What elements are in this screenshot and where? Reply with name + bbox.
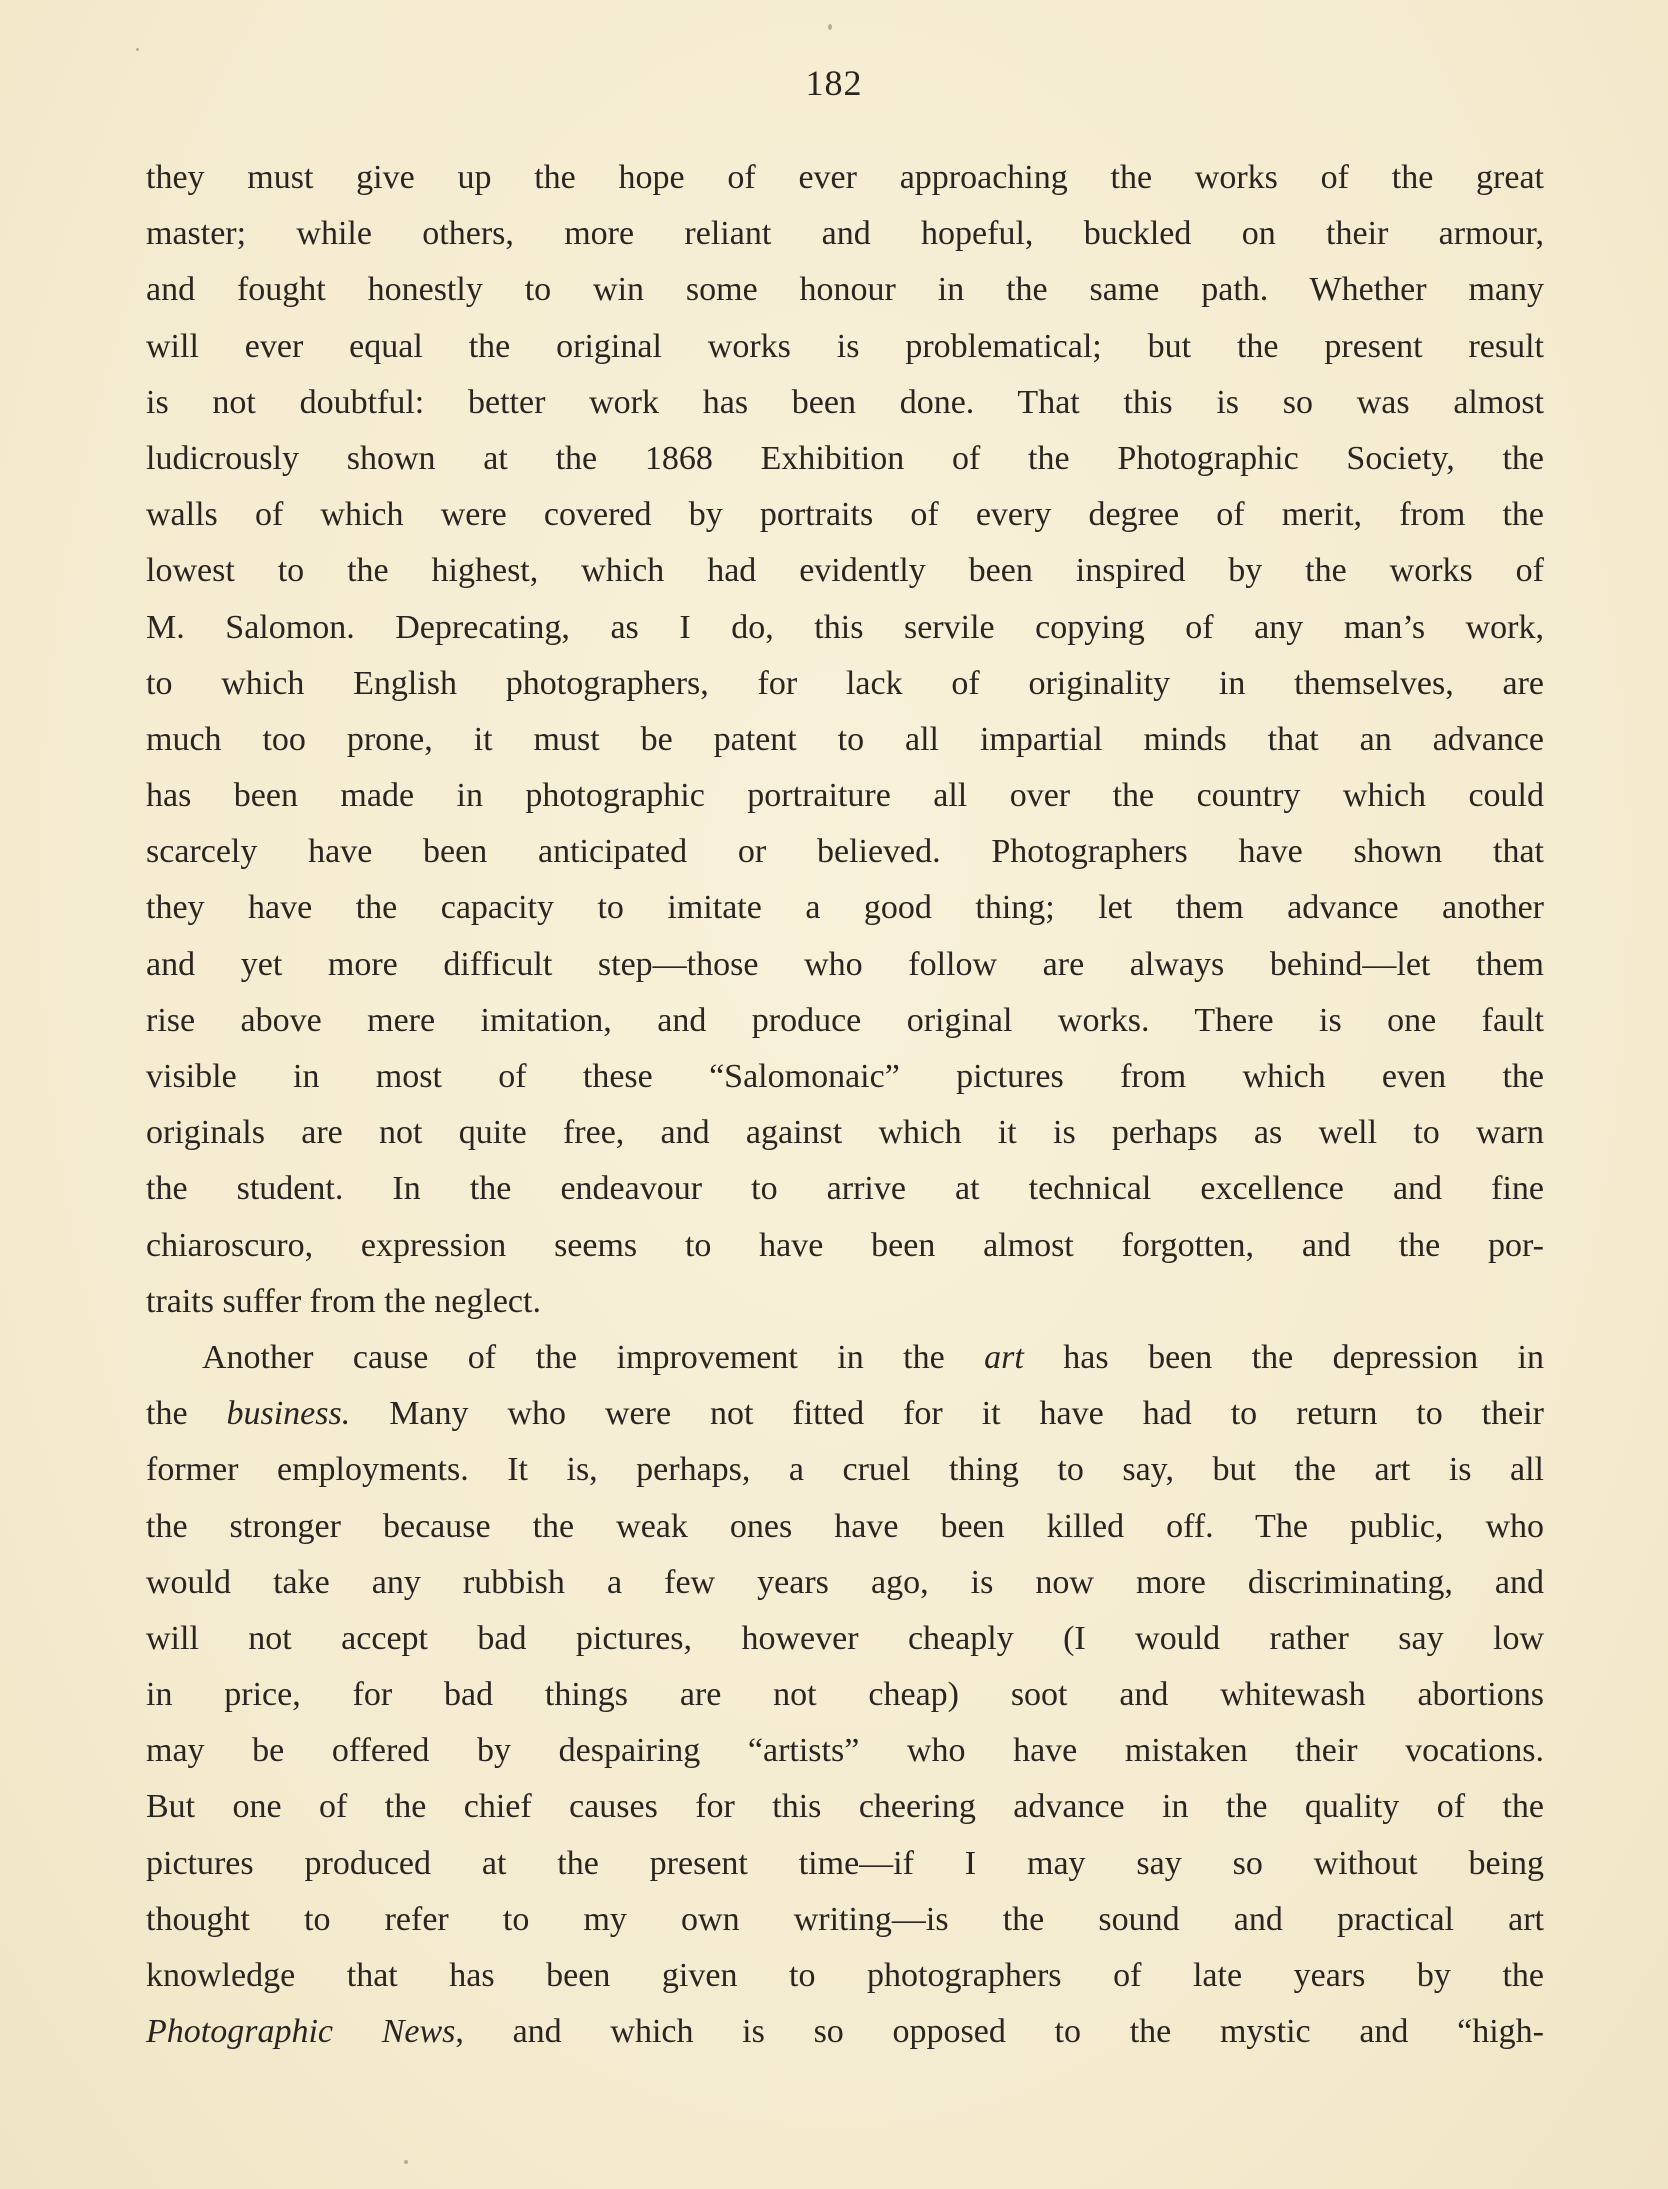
text-line [146, 712, 1544, 768]
line-text: in price, for bad things are not cheap) soot and whitewash abortions [146, 1676, 1544, 1714]
text-line [146, 768, 1544, 824]
text-line [146, 1442, 1544, 1498]
line-text: visible in most of these “Salomonaic” pictures from which even the [146, 1058, 1544, 1095]
paper-speck [828, 24, 832, 30]
line-text: chiaroscuro, expression seems to have been almost forgotten, and the por- [146, 1226, 1544, 1264]
line-text: will ever equal the original works is problematical; but the present result [146, 327, 1544, 365]
line-text: and yet more difficult step—those who follow are always behind—let them [146, 945, 1544, 983]
text-line [146, 1836, 1544, 1892]
text-line [146, 1049, 1544, 1105]
text-line [146, 431, 1544, 487]
text-line [146, 1892, 1544, 1948]
text-line [146, 2004, 1544, 2060]
line-text: M. Salomon. Deprecating, as I do, this servile copying of any man’s work, [146, 608, 1544, 646]
paper-speck [136, 48, 139, 51]
line-text: has been the depression in [1023, 1338, 1544, 1376]
text-line [146, 1555, 1544, 1611]
italic-text: business. [226, 1395, 351, 1433]
line-text: traits suffer from the neglect. [146, 1282, 541, 1320]
line-text: former employments. It is, perhaps, a cruel thing to say, but the art is all [146, 1451, 1544, 1489]
text-line [146, 937, 1544, 993]
text-line [146, 206, 1544, 262]
line-text: thought to refer to my own writing—is the sound and practical art [146, 1900, 1544, 1938]
text-line [146, 487, 1544, 543]
text-line [146, 150, 1544, 206]
line-text: pictures produced at the present time—if I may say so without being [146, 1844, 1544, 1882]
text-line [146, 1948, 1544, 2004]
text-line [146, 1105, 1544, 1161]
text-line [146, 1499, 1544, 1555]
text-line [146, 1779, 1544, 1835]
italic-text: Photographic News [146, 2013, 456, 2051]
text-line [146, 319, 1544, 375]
line-text: would take any rubbish a few years ago, is now more discriminating, and [146, 1563, 1544, 1601]
line-text: they have the capacity to imitate a good thing; let them advance another [146, 889, 1544, 927]
text-line [146, 262, 1544, 318]
line-text: may be offered by despairing “artists” who have mistaken their vocations. [146, 1732, 1544, 1770]
text-line [146, 1667, 1544, 1723]
text-line [146, 824, 1544, 880]
text-line [146, 1218, 1544, 1274]
line-text: the student. In the endeavour to arrive at technical excellence and fine [146, 1170, 1544, 1208]
line-text: has been made in photographic portraiture all over the country which could [146, 777, 1544, 815]
italic-text: art [984, 1338, 1024, 1376]
line-text: the stronger because the weak ones have been killed off. The public, who [146, 1507, 1544, 1545]
line-text: originals are not quite free, and against which it is perhaps as well to warn [146, 1114, 1544, 1152]
text-line [146, 1274, 1544, 1330]
line-text: , and which is so opposed to the mystic and “high- [455, 2013, 1544, 2051]
text-line [146, 656, 1544, 712]
page-number: 182 [805, 63, 863, 103]
line-text: Many who were not fitted for it have had to return to their [350, 1395, 1544, 1433]
line-text: lowest to the highest, which had evidently been inspired by the works of [146, 552, 1544, 590]
line-text: master; while others, more reliant and hopeful, buckled on their armour, [146, 215, 1544, 253]
line-text: to which English photographers, for lack of originality in themselves, are [146, 664, 1544, 702]
text-line [146, 1161, 1544, 1217]
line-text: and fought honestly to win some honour in the same path. Whether many [146, 271, 1544, 309]
line-text: will not accept bad pictures, however cheaply (I would rather say low [146, 1619, 1544, 1657]
line-text: they must give up the hope of ever approaching the works of the great [146, 159, 1544, 196]
line-text: is not doubtful: better work has been done. That this is so was almost [146, 383, 1544, 421]
text-line [146, 993, 1544, 1049]
text-line [146, 1330, 1544, 1386]
line-text: rise above mere imitation, and produce original works. There is one fault [146, 1001, 1544, 1039]
line-text: walls of which were covered by portraits of every degree of merit, from the [146, 496, 1544, 534]
line-text: much too prone, it must be patent to all impartial minds that an advance [146, 720, 1544, 758]
text-line [146, 375, 1544, 431]
line-text: But one of the chief causes for this cheering advance in the quality of the [146, 1788, 1544, 1826]
paper-speck [404, 2160, 408, 2164]
text-line [146, 1611, 1544, 1667]
text-line [146, 600, 1544, 656]
body-text [146, 150, 1544, 2060]
line-text: knowledge that has been given to photographers of late years by the [146, 1957, 1544, 1994]
line-text: ludicrously shown at the 1868 Exhibition of the Photographic Society, the [146, 439, 1544, 477]
line-text: scarcely have been anticipated or believed. Photographers have shown that [146, 833, 1544, 871]
text-line [146, 880, 1544, 936]
line-text: the [146, 1395, 227, 1433]
text-line [146, 1386, 1544, 1442]
text-line [146, 543, 1544, 599]
text-line [146, 1723, 1544, 1779]
line-text: Another cause of the improvement in the [202, 1338, 985, 1376]
